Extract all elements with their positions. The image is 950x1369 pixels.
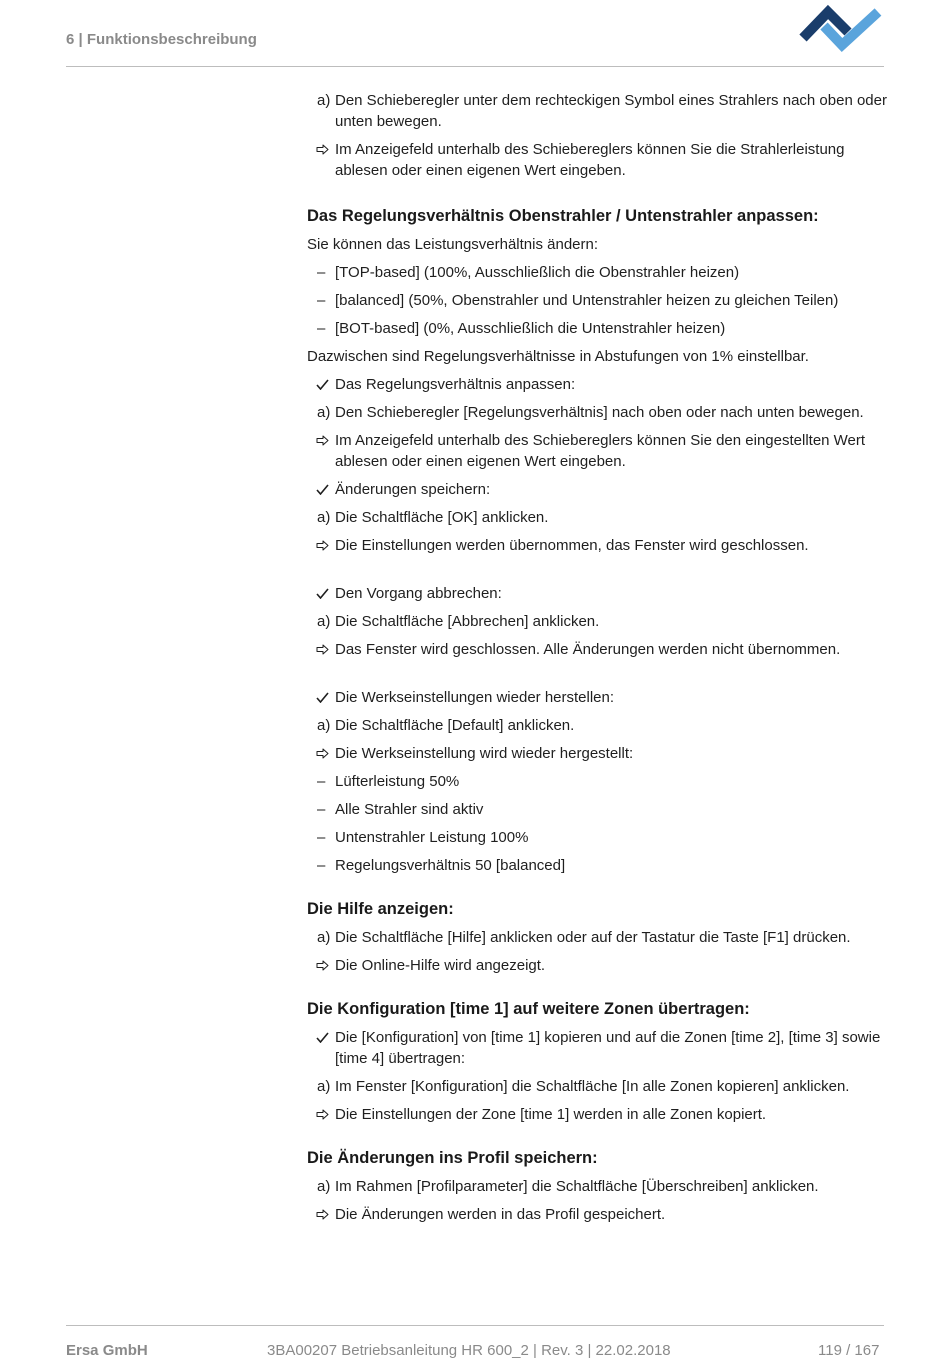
item-text: Alle Strahler sind aktiv bbox=[335, 801, 484, 818]
list-item bbox=[307, 1204, 887, 1225]
item-text: Den Schieberegler unter dem rechteckigen Symbol eines Strahlers nach oben oder unten bewegen. bbox=[335, 92, 887, 130]
step-marker: a) bbox=[317, 509, 331, 526]
step-marker: a) bbox=[317, 404, 331, 421]
list-item bbox=[307, 583, 887, 604]
list-item bbox=[307, 687, 887, 708]
item-text: Den Vorgang abbrechen: bbox=[335, 585, 502, 602]
dash-bullet: – bbox=[317, 857, 326, 874]
list-item bbox=[307, 535, 887, 556]
header-divider bbox=[66, 66, 884, 67]
list-item bbox=[307, 139, 887, 181]
step-marker: a) bbox=[317, 1178, 331, 1195]
item-text: Die Werkseinstellung wird wieder hergestellt: bbox=[335, 745, 634, 762]
item-text: [TOP-based] (100%, Ausschließlich die Obenstrahler heizen) bbox=[335, 264, 740, 281]
list-item bbox=[307, 90, 887, 132]
item-text: Die Schaltfläche [Default] anklicken. bbox=[335, 717, 575, 734]
list-item bbox=[307, 611, 887, 632]
list-item bbox=[307, 1176, 887, 1197]
step-marker: a) bbox=[317, 613, 331, 630]
footer-company: Ersa GmbH bbox=[66, 1342, 148, 1359]
list-item bbox=[307, 771, 887, 792]
list-item bbox=[307, 1104, 887, 1125]
dash-bullet: – bbox=[317, 773, 326, 790]
item-text: Untenstrahler Leistung 100% bbox=[335, 829, 529, 846]
item-text: Änderungen speichern: bbox=[335, 481, 491, 498]
footer-document-info: 3BA00207 Betriebsanleitung HR 600_2 | Rev. 3 | 22.02.2018 bbox=[267, 1342, 671, 1359]
item-text: Lüfterleistung 50% bbox=[335, 773, 460, 790]
list-item bbox=[307, 430, 887, 472]
item-text: Im Anzeigefeld unterhalb des Schiebereglers können Sie den eingestellten Wert ablesen oder einen eigenen Wert eingeben. bbox=[335, 432, 866, 470]
item-text: Die Online-Hilfe wird angezeigt. bbox=[335, 957, 546, 974]
ersa-logo-icon bbox=[798, 2, 886, 56]
list-item bbox=[307, 507, 887, 528]
item-text: Die Werkseinstellungen wieder herstellen: bbox=[335, 689, 615, 706]
list-item bbox=[307, 290, 887, 311]
item-text: Das Fenster wird geschlossen. Alle Änderungen werden nicht übernommen. bbox=[335, 641, 841, 658]
document-body bbox=[307, 90, 887, 1225]
dash-bullet: – bbox=[317, 801, 326, 818]
list-item bbox=[307, 402, 887, 423]
step-marker: a) bbox=[317, 92, 331, 109]
step-marker: a) bbox=[317, 1078, 331, 1095]
item-text: Die Einstellungen werden übernommen, das Fenster wird geschlossen. bbox=[335, 537, 809, 554]
item-text: Dazwischen sind Regelungsverhältnisse in Abstufungen von 1% einstellbar. bbox=[307, 348, 809, 365]
list-item bbox=[307, 1076, 887, 1097]
section-heading: Die Änderungen ins Profil speichern: bbox=[307, 1149, 598, 1167]
item-text: [BOT-based] (0%, Ausschließlich die Untenstrahler heizen) bbox=[335, 320, 726, 337]
list-item bbox=[307, 479, 887, 500]
item-text: Die Schaltfläche [Hilfe] anklicken oder auf der Tastatur die Taste [F1] drücken. bbox=[335, 929, 851, 946]
list-item bbox=[307, 1027, 887, 1069]
item-text: Regelungsverhältnis 50 [balanced] bbox=[335, 857, 566, 874]
list-item bbox=[307, 318, 887, 339]
item-text: Sie können das Leistungsverhältnis ändern: bbox=[307, 236, 599, 253]
item-text: Den Schieberegler [Regelungsverhältnis] nach oben oder nach unten bewegen. bbox=[335, 404, 864, 421]
section-heading: Das Regelungsverhältnis Obenstrahler / Untenstrahler anpassen: bbox=[307, 207, 819, 225]
list-item bbox=[307, 799, 887, 820]
item-text: Im Rahmen [Profilparameter] die Schaltfläche [Überschreiben] anklicken. bbox=[335, 1178, 819, 1195]
item-text: Im Fenster [Konfiguration] die Schaltfläche [In alle Zonen kopieren] anklicken. bbox=[335, 1078, 850, 1095]
item-text: Die Einstellungen der Zone [time 1] werden in alle Zonen kopiert. bbox=[335, 1106, 767, 1123]
paragraph bbox=[307, 346, 887, 367]
step-marker: a) bbox=[317, 717, 331, 734]
dash-bullet: – bbox=[317, 292, 326, 309]
list-item bbox=[307, 827, 887, 848]
item-text: Die Schaltfläche [OK] anklicken. bbox=[335, 509, 549, 526]
list-item bbox=[307, 262, 887, 283]
dash-bullet: – bbox=[317, 829, 326, 846]
section-heading: Die Hilfe anzeigen: bbox=[307, 900, 454, 918]
item-text: Die Änderungen werden in das Profil gespeichert. bbox=[335, 1206, 666, 1223]
step-marker: a) bbox=[317, 929, 331, 946]
item-text: Im Anzeigefeld unterhalb des Schiebereglers können Sie die Strahlerleistung ablesen oder einen eigenen Wert eingeben. bbox=[335, 141, 845, 179]
item-text: Die Schaltfläche [Abbrechen] anklicken. bbox=[335, 613, 600, 630]
list-item bbox=[307, 374, 887, 395]
footer-page-number: 119 / 167 bbox=[818, 1342, 880, 1359]
list-item bbox=[307, 639, 887, 660]
list-item bbox=[307, 927, 887, 948]
paragraph bbox=[307, 234, 887, 255]
list-item bbox=[307, 955, 887, 976]
dash-bullet: – bbox=[317, 320, 326, 337]
page-header-title: 6 | Funktionsbeschreibung bbox=[66, 31, 257, 48]
dash-bullet: – bbox=[317, 264, 326, 281]
list-item bbox=[307, 743, 887, 764]
item-text: [balanced] (50%, Obenstrahler und Untenstrahler heizen zu gleichen Teilen) bbox=[335, 292, 839, 309]
item-text: Das Regelungsverhältnis anpassen: bbox=[335, 376, 576, 393]
item-text: Die [Konfiguration] von [time 1] kopieren und auf die Zonen [time 2], [time 3] sowie [time 4] übertragen: bbox=[335, 1029, 881, 1067]
section-heading: Die Konfiguration [time 1] auf weitere Zonen übertragen: bbox=[307, 1000, 750, 1018]
list-item bbox=[307, 855, 887, 876]
footer-divider bbox=[66, 1325, 884, 1326]
list-item bbox=[307, 715, 887, 736]
